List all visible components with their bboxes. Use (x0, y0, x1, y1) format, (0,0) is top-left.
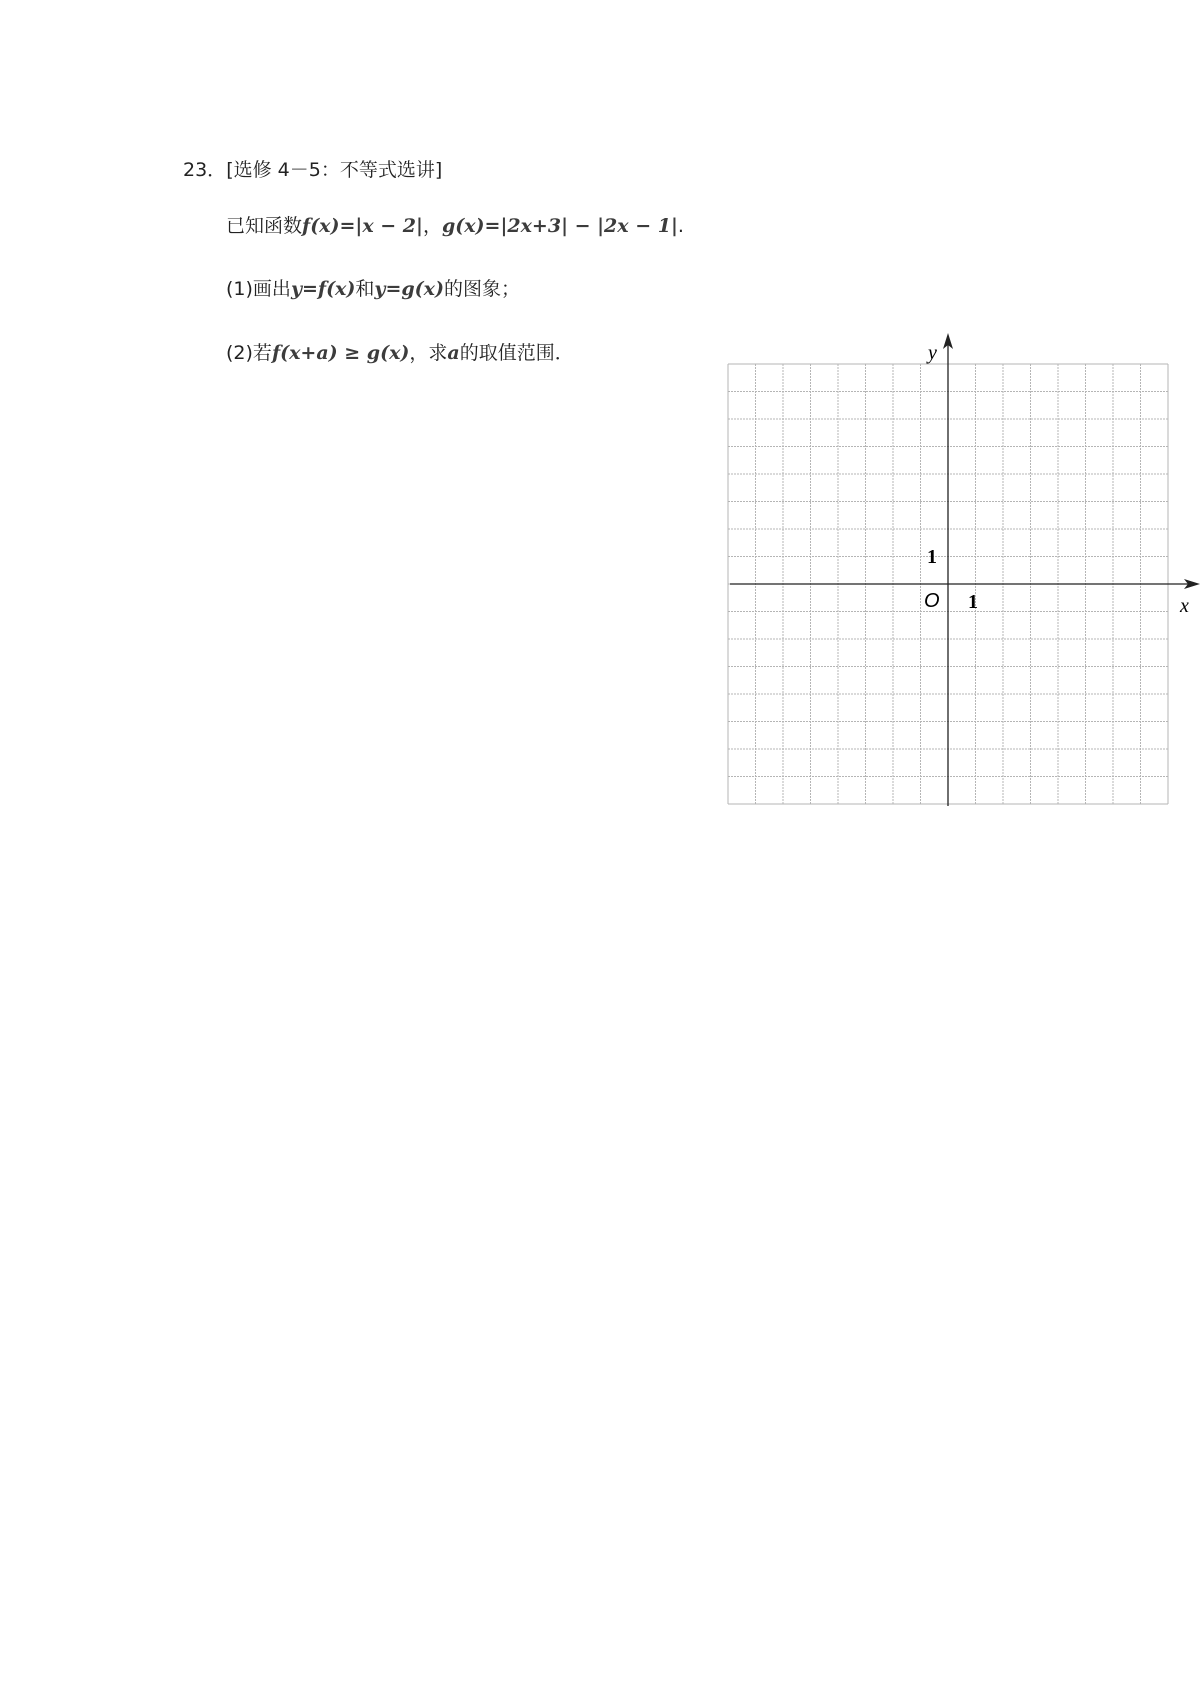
problem-number: 23． (183, 159, 227, 181)
problem-section: [选修 4－5：不等式选讲] (226, 159, 443, 181)
part-2-text-b: ，求 (409, 342, 448, 364)
axes (730, 333, 1200, 806)
part-2-text-a: 若 (252, 342, 272, 364)
intro-text: 已知函数 (226, 215, 303, 237)
part-2-math: f(x+a) ≥ g(x) (271, 342, 410, 364)
part-1-text-c: 的图象； (443, 278, 520, 300)
part-2-label: (2) (226, 342, 253, 364)
x-axis-label: x (1180, 595, 1189, 617)
part-1-text-b: 和 (355, 278, 375, 300)
part-1-math-b: y=g(x) (374, 278, 444, 300)
part-2-var: a (447, 342, 460, 364)
part-2-text-c: 的取值范围． (459, 342, 574, 364)
x-unit-label: 1 (968, 591, 978, 613)
separator: ， (422, 215, 442, 237)
part-1-text-a: 画出 (252, 278, 291, 300)
statement-end: . (677, 215, 684, 237)
part-1-math-a: y=f(x) (290, 278, 356, 300)
part-1-label: (1) (226, 278, 253, 300)
g-definition: g(x)=|2x+3| − |2x − 1| (441, 215, 678, 237)
f-definition: f(x)=|x − 2| (302, 215, 423, 237)
origin-label: O (924, 590, 940, 612)
y-axis-label: y (928, 342, 937, 364)
y-unit-label: 1 (927, 546, 937, 568)
